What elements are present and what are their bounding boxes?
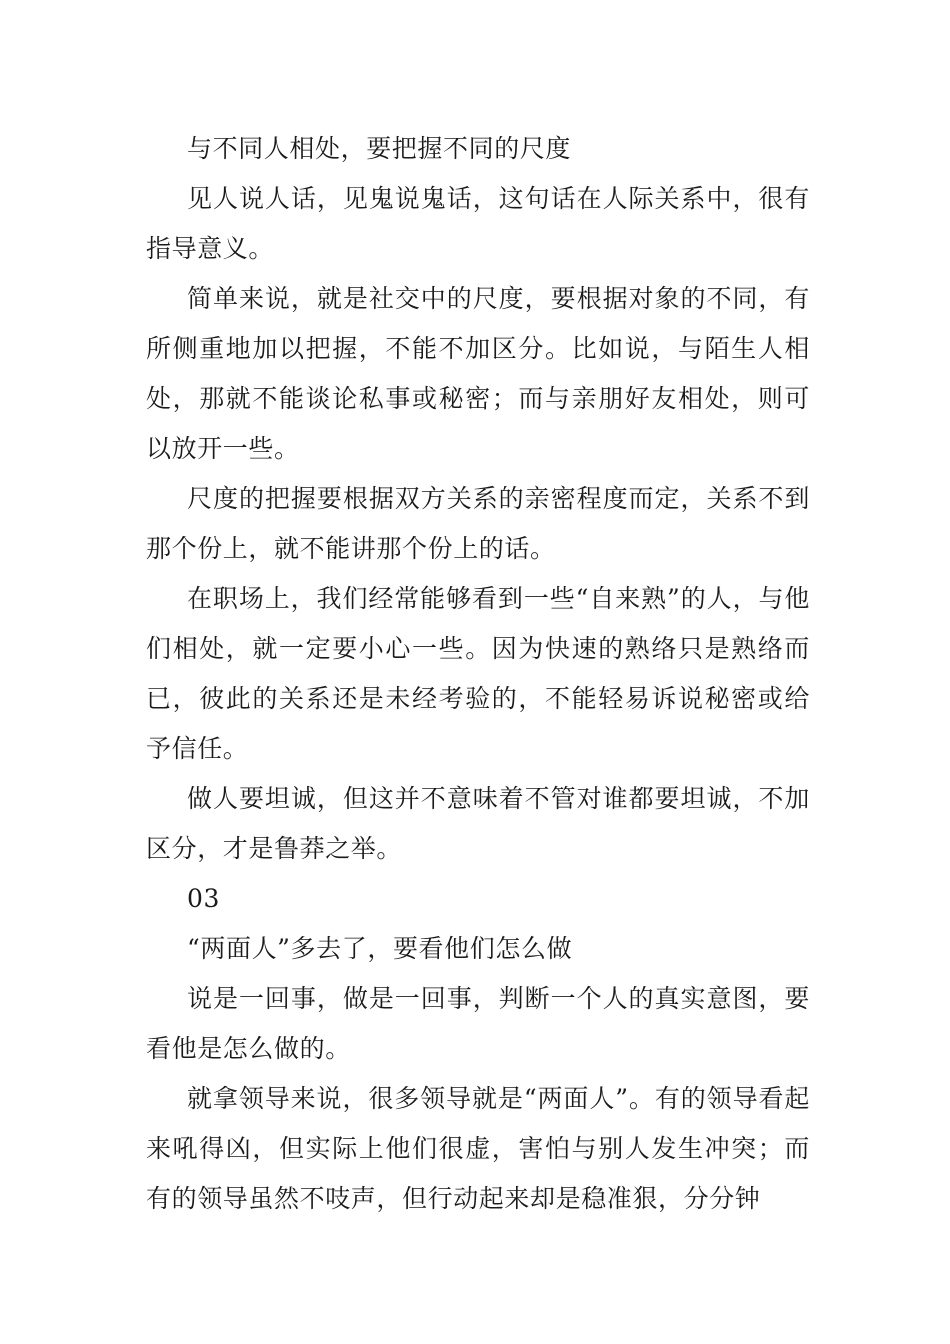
section-heading: “两面人”多去了，要看他们怎么做 [187,934,573,963]
paragraph: 就拿领导来说，很多领导就是“两面人”。有的领导看起来吼得凶，但实际上他们很虚，害怕与别人发生冲突；而有的领导虽然不吱声，但行动起来却是稳准狠，分分钟 [146,1084,810,1213]
paragraph: 说是一回事，做是一回事，判断一个人的真实意图，要看他是怎么做的。 [146,984,810,1063]
paragraph: 尺度的把握要根据双方关系的亲密程度而定，关系不到那个份上，就不能讲那个份上的话。 [146,484,810,563]
paragraph: 在职场上，我们经常能够看到一些“自来熟”的人，与他们相处，就一定要小心一些。因为快速的熟络只是熟络而已，彼此的关系还是未经考验的，不能轻易诉说秘密或给予信任。 [146,584,810,763]
section-number: 03 [187,884,221,913]
paragraph: 见人说人话，见鬼说鬼话，这句话在人际关系中，很有指导意义。 [146,184,810,263]
document-page [146,124,810,1224]
paragraph: 做人要坦诚，但这并不意味着不管对谁都要坦诚，不加区分，才是鲁莽之举。 [146,784,810,863]
paragraph: 简单来说，就是社交中的尺度，要根据对象的不同，有所侧重地加以把握，不能不加区分。比如说，与陌生人相处，那就不能谈论私事或秘密；而与亲朋好友相处，则可以放开一些。 [146,284,810,463]
section-heading: 与不同人相处，要把握不同的尺度 [187,134,572,163]
